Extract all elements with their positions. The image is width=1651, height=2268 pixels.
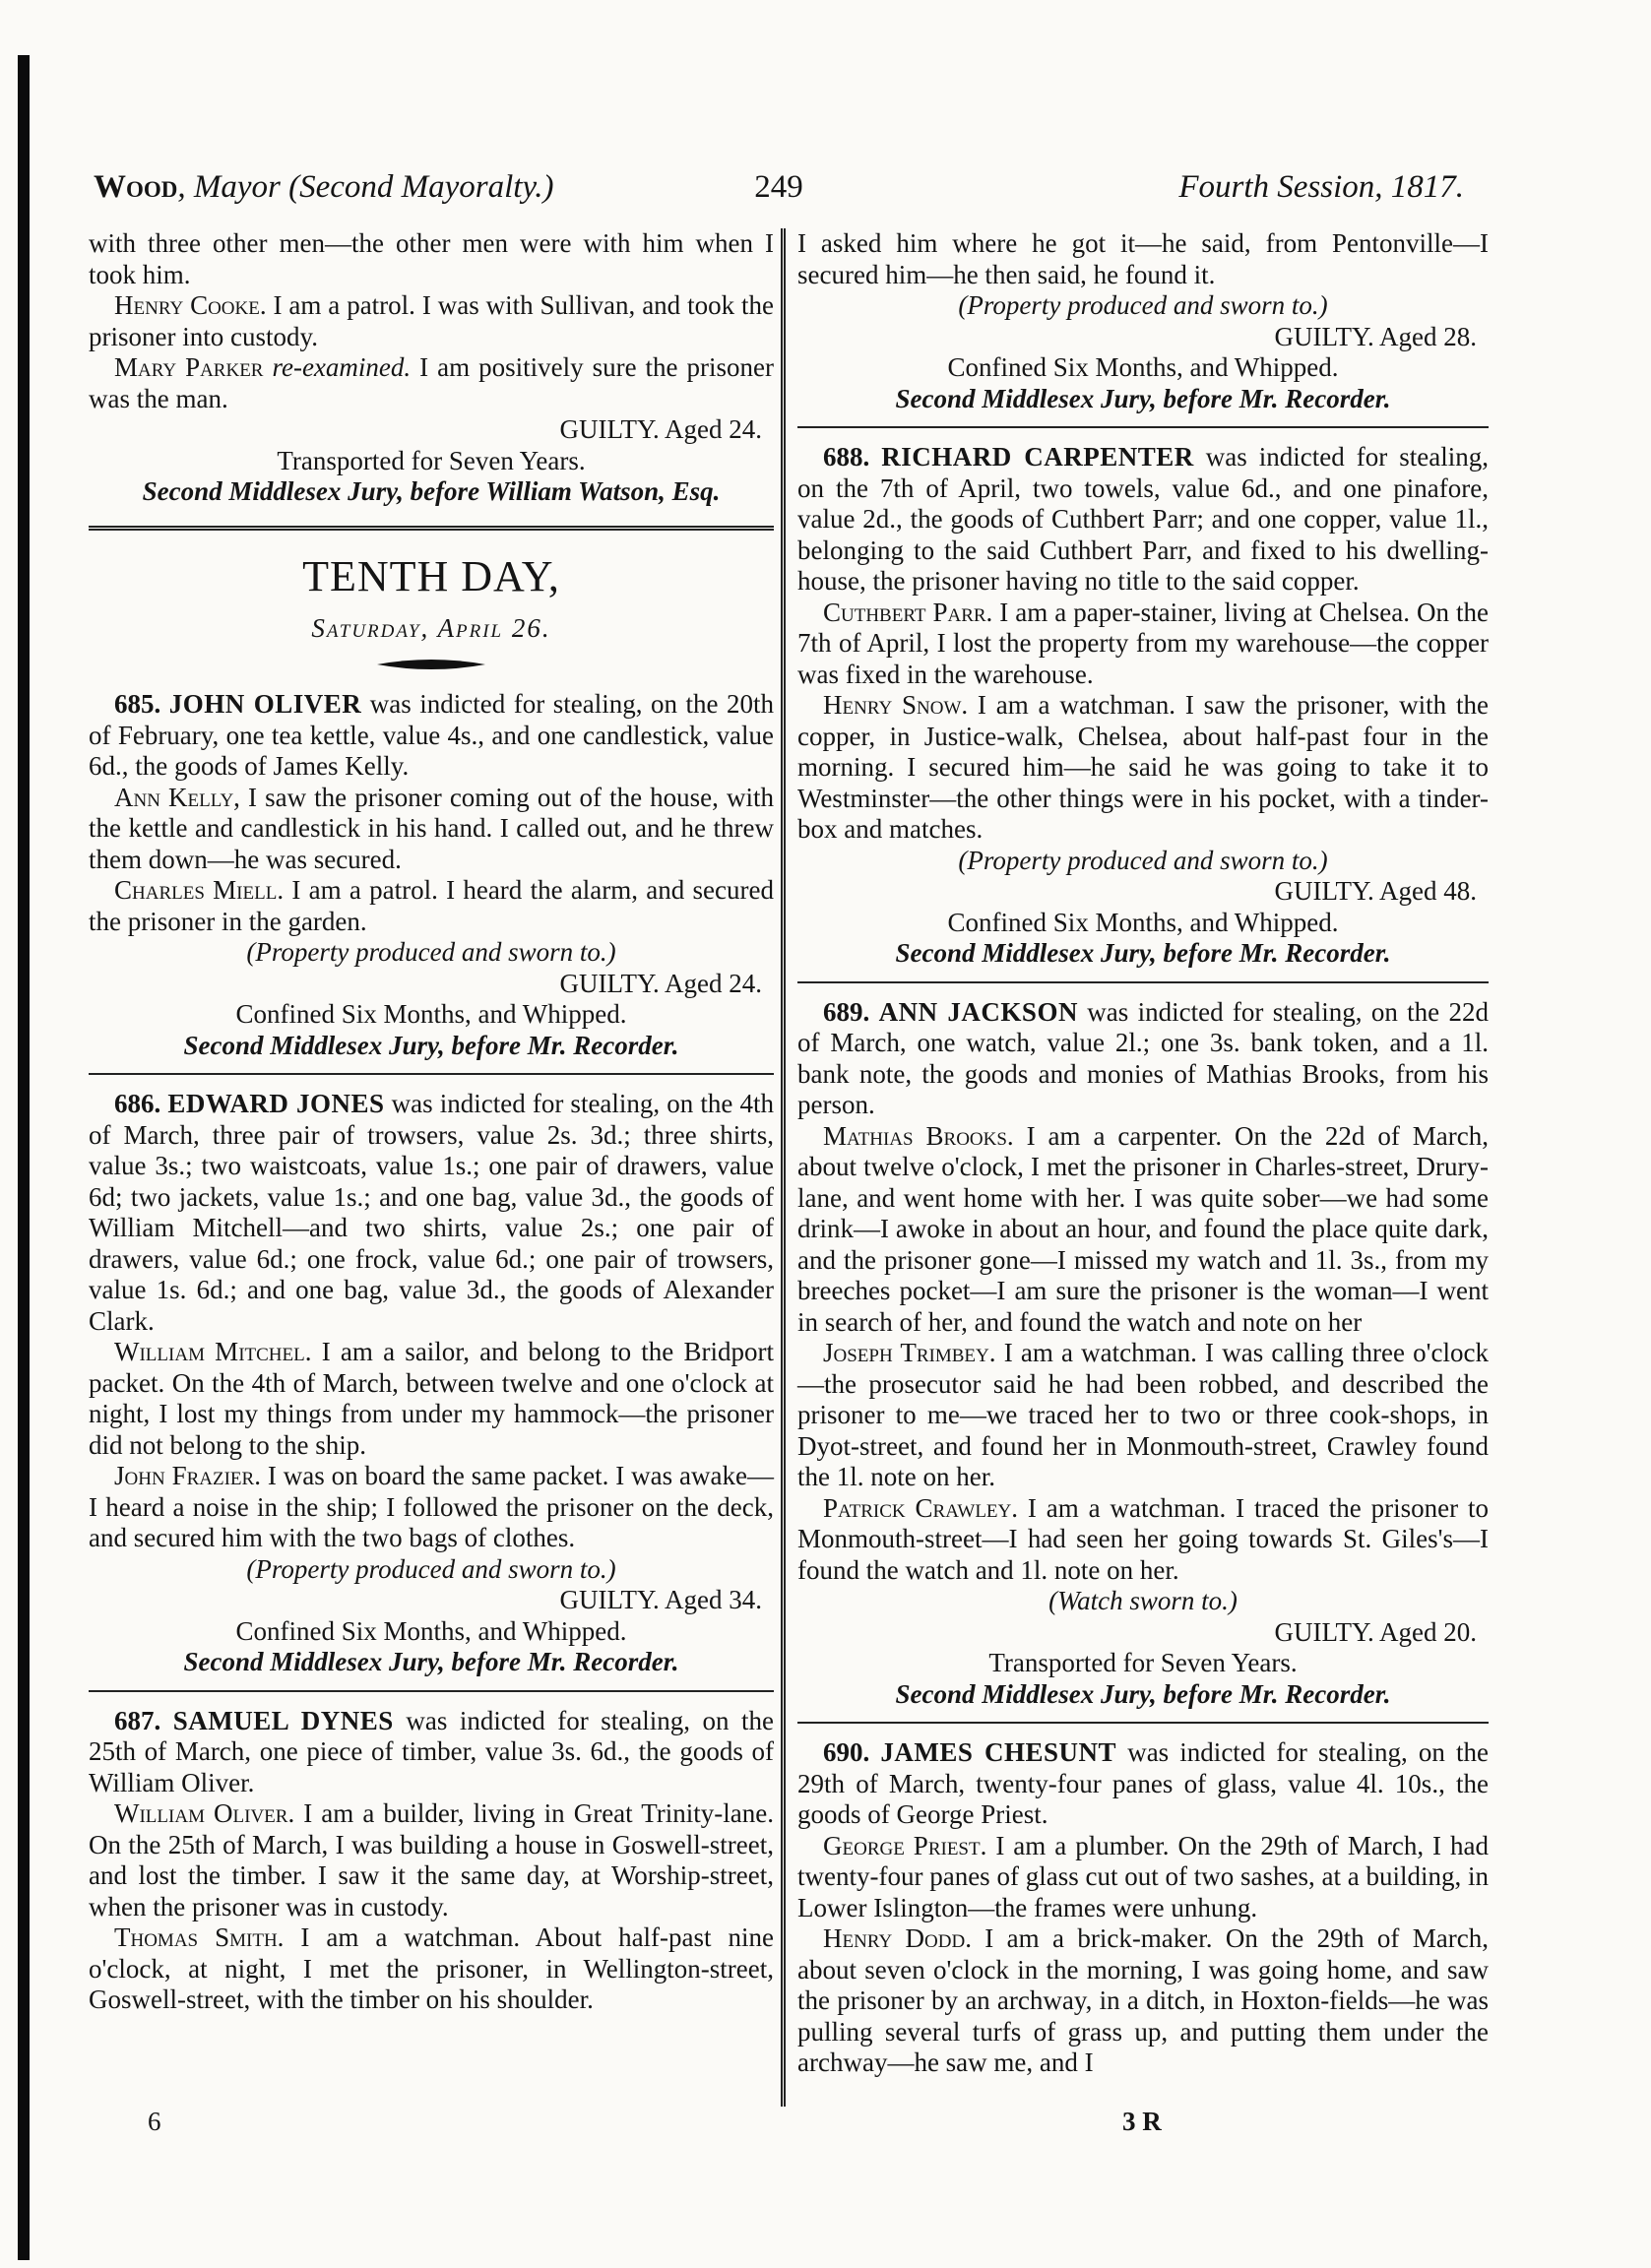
property-note: (Property produced and sworn to.) — [246, 937, 616, 967]
speaker: Mary Parker — [114, 352, 264, 382]
testimony — [89, 875, 774, 937]
indictment-text: was indicted for stealing, on the 22d of March, one watch, value 2l.; one 3s. bank token, and a 1l. bank note, the goods and monies of Mathias Brooks, from his person. — [797, 996, 1489, 1119]
testimony-text: I am a watchman. I saw the prisoner, with the copper, in Justice-walk, Chelsea, about half-past four in the morning. I secured him—he said he was going to take it to Westminster—the other things were in his pocket, with a tinder-box and matches. — [797, 690, 1489, 844]
testimony — [797, 598, 1489, 691]
jury-line: Second Middlesex Jury, before Mr. Recorder. — [183, 1647, 679, 1676]
case-number: 688. — [823, 442, 870, 472]
case-number: 690. — [823, 1737, 870, 1767]
testimony-text: I saw the prisoner coming out of the house, with the kettle and candlestick in his hand. I called out, and he threw them down—he was secured. — [89, 782, 774, 874]
case-687 — [89, 1706, 774, 1799]
testimony — [89, 290, 774, 352]
verdict: GUILTY. Aged 24. — [559, 414, 762, 444]
speaker: William Oliver. — [114, 1798, 295, 1828]
speaker: Mathias Brooks. — [823, 1120, 1014, 1151]
verdict: GUILTY. Aged 24. — [559, 968, 762, 998]
testimony — [797, 1493, 1489, 1587]
testimony-text: I am a watchman. I was calling three o'clock—the prosecutor said he had been robbed, and described the prisoner to me—we traced her to two or three cook-shops, in Dyot-street, and found her in Monmouth-street, Crawley found the 1l. note on her. — [797, 1338, 1489, 1491]
jury-line: Second Middlesex Jury, before Mr. Recorder. — [895, 383, 1391, 413]
case-rule — [797, 1722, 1489, 1724]
testimony-text: I am a builder, living in Great Trinity-lane. On the 25th of March, I was building a house in Goswell-street, and lost the timber. I saw it the same day, at Worship-street, when the prisoner was in custody. — [89, 1798, 774, 1922]
case-number: 686. — [114, 1089, 161, 1118]
case-number: 685. — [114, 689, 161, 719]
testimony-text: I am a plumber. On the 29th of March, I had twenty-four panes of glass cut out of two sashes, at a building, in Lower Islington—the frames were unhung. — [797, 1830, 1489, 1922]
day-date: Saturday, April 26. — [311, 612, 551, 643]
signature-mark-left: 6 — [148, 2107, 161, 2136]
case-690 — [797, 1737, 1489, 1831]
defendant-name: EDWARD JONES — [167, 1089, 385, 1118]
testimony-text: I was on board the same packet. I was awake—I heard a noise in the ship; I followed the prisoner on the deck, and secured him with the two bags of clothes. — [89, 1461, 774, 1552]
testimony — [89, 352, 774, 414]
scan-edge-bar — [18, 55, 30, 2260]
case-rule — [797, 426, 1489, 428]
sentence: Transported for Seven Years. — [277, 445, 586, 475]
jury-line: Second Middlesex Jury, before William Watson, Esq. — [142, 476, 721, 506]
defendant-name: JAMES CHESUNT — [880, 1737, 1117, 1767]
indictment-text: was indicted for stealing, on the 7th of April, two towels, value 6d., and one pinafore, value 2d., the goods of Cuthbert Parr; and one copper, value 1l., belonging to the said Cuthbert Parr, and fixed to his dwelling-house, the prisoner having no title to the said copper. — [797, 442, 1490, 596]
testimony — [89, 1798, 774, 1922]
indictment-text: was indicted for stealing, on the 29th of March, twenty-four panes of glass, value 4l. 10s., the goods of George Priest. — [797, 1737, 1489, 1829]
testimony-text: I am positively sure the prisoner was the man. — [89, 352, 775, 413]
case-rule — [797, 981, 1489, 983]
testimony — [797, 1831, 1489, 1924]
speaker: Henry Cooke. — [114, 290, 267, 320]
speaker: Thomas Smith. — [114, 1922, 285, 1952]
property-note: (Property produced and sworn to.) — [958, 845, 1328, 875]
ornament-flourish — [377, 658, 485, 671]
testimony-text: I am a sailor, and belong to the Bridport packet. On the 4th of March, between twelve and one o'clock at night, I lost my things from under my hammock—the prisoner did not belong to the ship. — [89, 1337, 774, 1460]
case-686 — [89, 1089, 774, 1337]
left-column — [89, 228, 774, 2016]
header-session: Fourth Session, 1817. — [1178, 169, 1464, 205]
speaker: Cuthbert Parr. — [823, 597, 993, 627]
page-number: 249 — [754, 169, 803, 205]
case-685 — [89, 689, 774, 783]
case-rule — [89, 1690, 774, 1692]
case-688 — [797, 442, 1489, 598]
speaker: Henry Dodd. — [823, 1923, 972, 1953]
case-689 — [797, 997, 1489, 1121]
indictment-text: was indicted for stealing, on the 20th of February, one tea kettle, value 4s., and one candlestick, value 6d., the goods of James Kelly. — [89, 689, 774, 781]
running-header — [94, 169, 1464, 209]
signature-mark-right: 3 R — [1122, 2107, 1162, 2136]
sentence: Confined Six Months, and Whipped. — [947, 907, 1339, 937]
section-rule — [89, 526, 774, 531]
defendant-name: ANN JACKSON — [878, 996, 1078, 1027]
verdict: GUILTY. Aged 48. — [1274, 876, 1477, 906]
defendant-name: RICHARD CARPENTER — [881, 442, 1194, 472]
testimony-text: I am a paper-stainer, living at Chelsea. On the 7th of April, I lost the property from my warehouse—the copper was fixed in the warehouse. — [797, 597, 1489, 689]
jury-line: Second Middlesex Jury, before Mr. Recorder. — [895, 1678, 1391, 1709]
testimony — [797, 1338, 1489, 1493]
property-note: (Property produced and sworn to.) — [958, 290, 1328, 320]
header-mayor-name: Wood — [94, 169, 178, 205]
sentence: Confined Six Months, and Whipped. — [235, 1615, 627, 1646]
speaker-note: re-examined. — [263, 352, 412, 382]
sentence: Transported for Seven Years. — [988, 1648, 1298, 1677]
day-title: TENTH DAY, — [302, 551, 560, 600]
testimony — [797, 1121, 1489, 1339]
case-number: 687. — [114, 1705, 161, 1735]
testimony-text: I am a patrol. I was with Sullivan, and took the prisoner into custody. — [89, 290, 774, 351]
column-divider — [781, 228, 786, 2107]
testimony — [89, 783, 774, 876]
verdict: GUILTY. Aged 20. — [1274, 1616, 1477, 1647]
property-note: (Property produced and sworn to.) — [246, 1553, 616, 1584]
paragraph: with three other men—the other men were with him when I took him. — [89, 228, 774, 289]
testimony — [797, 1923, 1489, 2079]
indictment-text: was indicted for stealing, on the 4th of March, three pair of trowsers, value 2s. 3d.; three shirts, value 3s.; two waistcoats, value 1s.; one pair of drawers, value 6d; two jackets, value 1s.; and one bag, value 3d., the goods of William Mitchell—and two shirts, value 2s.; one pair of drawers, value 6d.; one frock, value 6d.; one pair of trowsers, value 1s. 6d.; and one bag, value 3d., the goods of Alexander Clark. — [89, 1089, 774, 1336]
testimony-text: I am a brick-maker. On the 29th of March, about seven o'clock in the morning, I was going home, and saw the prisoner by an archway, in a ditch, in Hoxton-fields—he was pulling several turfs of grass up, and putting them under the archway—he saw me, and I — [797, 1923, 1490, 2077]
right-column — [797, 228, 1489, 2079]
testimony — [89, 1337, 774, 1461]
speaker: Ann Kelly, — [114, 782, 240, 812]
case-rule — [89, 1073, 774, 1075]
speaker: Henry Snow. — [823, 690, 969, 720]
verdict: GUILTY. Aged 28. — [1274, 321, 1477, 351]
case-number: 689. — [823, 996, 870, 1027]
testimony-text: I am a watchman. I traced the prisoner to Monmouth-street—I had seen her going towards St. Giles's—I found the watch and 1l. note on her. — [797, 1492, 1489, 1585]
testimony — [797, 690, 1489, 846]
paragraph: I asked him where he got it—he said, from Pentonville—I secured him—he then said, he found it. — [797, 228, 1489, 289]
defendant-name: SAMUEL DYNES — [172, 1705, 394, 1735]
sentence: Confined Six Months, and Whipped. — [947, 352, 1339, 382]
jury-line: Second Middlesex Jury, before Mr. Recorder. — [183, 1030, 679, 1060]
indictment-text: was indicted for stealing, on the 25th of March, one piece of timber, value 3s. 6d., the goods of William Oliver. — [89, 1705, 775, 1797]
testimony — [89, 1922, 774, 2016]
property-note: (Watch sworn to.) — [1048, 1586, 1238, 1615]
testimony — [89, 1461, 774, 1554]
speaker: John Frazier. — [114, 1461, 261, 1490]
sentence: Confined Six Months, and Whipped. — [235, 999, 627, 1029]
speaker: William Mitchel. — [114, 1337, 312, 1366]
speaker: Joseph Trimbey. — [823, 1338, 996, 1367]
speaker: George Priest. — [823, 1830, 987, 1860]
header-mayor-rest: , Mayor (Second Mayoralty.) — [177, 169, 554, 205]
speaker: Patrick Crawley. — [823, 1492, 1019, 1523]
testimony-text: I am a carpenter. On the 22d of March, about twelve o'clock, I met the prisoner in Charles-street, Drury-lane, and went home with her. I was quite sober—we had some drink—I awoke in about an hour, and found the place quite dark, and the prisoner gone—I missed my watch and 1l. 3s., from my breeches pocket—I am sure the prisoner is the woman—I went in search of her, and found the watch and note on her — [797, 1120, 1489, 1337]
defendant-name: JOHN OLIVER — [168, 689, 362, 719]
speaker: Charles Miell. — [114, 875, 285, 905]
testimony-text: I am a patrol. I heard the alarm, and secured the prisoner in the garden. — [89, 875, 774, 936]
jury-line: Second Middlesex Jury, before Mr. Recorder. — [895, 938, 1391, 968]
verdict: GUILTY. Aged 34. — [559, 1585, 762, 1614]
testimony-text: I am a watchman. About half-past nine o'clock, at night, I met the prisoner, in Wellington-street, Goswell-street, with the timber on his shoulder. — [89, 1922, 775, 2014]
